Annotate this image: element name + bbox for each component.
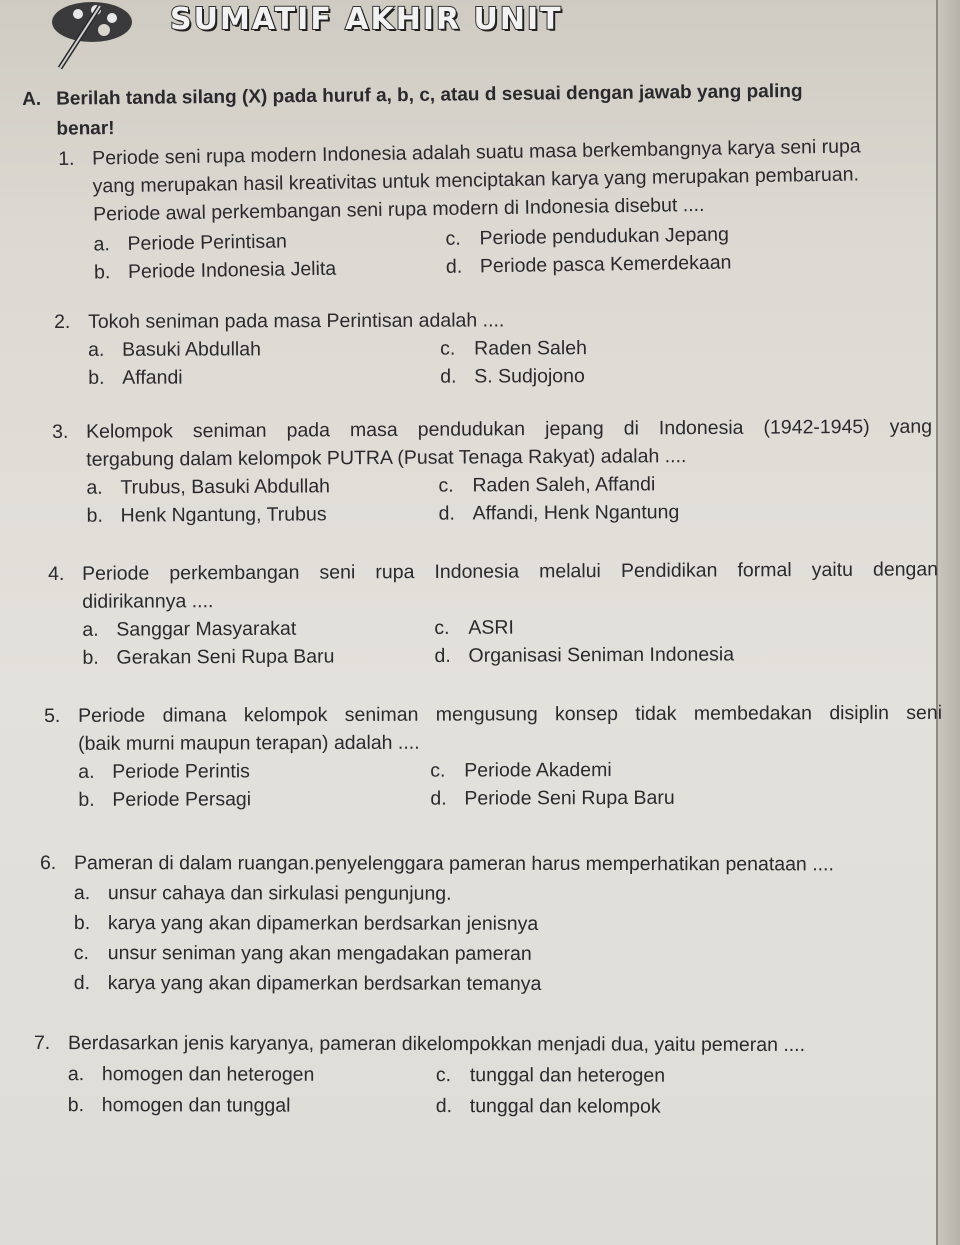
instruction-letter: A.	[22, 88, 42, 110]
option-a[interactable]: a. Trubus, Basuki Abdullah	[86, 475, 331, 499]
question-text: yang merupakan hasil kreativitas untuk menciptakan karya yang merupakan pembaruan.	[92, 163, 860, 198]
question-number: 1.	[58, 147, 75, 170]
question-text: Pameran di dalam ruangan.penyelenggara pameran harus memperhatikan penataan ....	[73, 852, 834, 876]
option-d[interactable]: d. Periode Seni Rupa Baru	[430, 786, 675, 810]
question-number: 4.	[48, 562, 65, 585]
question-text: Periode dimana kelompok seniman mengusung konsep tidak membedakan disiplin seni	[78, 701, 943, 727]
question-4	[48, 555, 939, 672]
question-5	[44, 699, 942, 814]
option-b[interactable]: b. Henk Ngantung, Trubus	[86, 503, 327, 527]
option-b[interactable]: b. Gerakan Seni Rupa Baru	[82, 645, 335, 669]
option-c[interactable]: c. unsur seniman yang akan mengadakan pameran	[73, 942, 532, 965]
option-b[interactable]: b. Affandi	[88, 366, 183, 389]
option-c[interactable]: c. Raden Saleh, Affandi	[438, 473, 656, 497]
option-d[interactable]: d. Affandi, Henk Ngantung	[438, 501, 680, 525]
question-text: Kelompok seniman pada masa pendudukan jepang di Indonesia (1942-1945) yang	[86, 415, 933, 443]
option-b[interactable]: b. Periode Persagi	[78, 788, 252, 811]
instruction-line: benar!	[56, 118, 115, 140]
question-text: Tokoh seniman pada masa Perintisan adalah ....	[88, 309, 505, 333]
option-a[interactable]: a. Sanggar Masyarakat	[82, 617, 297, 641]
question-text: Periode seni rupa modern Indonesia adalah suatu masa berkembangnya karya seni rupa	[92, 135, 861, 170]
question-number: 3.	[52, 420, 69, 443]
option-c[interactable]: c. Periode Akademi	[430, 759, 612, 782]
option-c[interactable]: c. Periode pendudukan Jepang	[445, 223, 730, 250]
question-text: Periode perkembangan seni rupa Indonesia melalui Pendidikan formal yaitu dengan	[82, 558, 939, 585]
option-c[interactable]: c. ASRI	[434, 616, 514, 639]
option-a[interactable]: a. Basuki Abdullah	[88, 338, 261, 361]
question-text: didirikannya ....	[82, 590, 214, 613]
question-number: 6.	[39, 852, 57, 875]
question-1	[58, 131, 960, 287]
option-d[interactable]: d. Organisasi Seniman Indonesia	[434, 643, 735, 667]
question-text: Periode awal perkembangan seni rupa modern di Indonesia disebut ....	[92, 193, 705, 226]
option-d[interactable]: d. tunggal dan kelompok	[435, 1095, 661, 1118]
option-d[interactable]: d. S. Sudjojono	[440, 365, 585, 388]
option-a[interactable]: a. unsur cahaya dan sirkulasi pengunjung.	[73, 882, 452, 905]
page-title: SUMATIF AKHIR UNIT	[170, 2, 563, 37]
question-text: tergabung dalam kelompok PUTRA (Pusat Tenaga Rakyat) adalah ....	[86, 445, 687, 471]
option-c[interactable]: c. tunggal dan heterogen	[435, 1064, 666, 1087]
question-number: 7.	[33, 1032, 51, 1055]
question-text: (baik murni maupun terapan) adalah ....	[78, 731, 420, 755]
question-3	[52, 413, 933, 530]
option-d[interactable]: d. karya yang akan dipamerkan berdsarkan temanya	[73, 972, 542, 995]
option-a[interactable]: a. homogen dan heterogen	[67, 1063, 315, 1086]
option-b[interactable]: b. karya yang akan dipamerkan berdsarkan jenisnya	[73, 912, 539, 935]
question-2	[54, 305, 954, 392]
instruction-line: Berilah tanda silang (X) pada huruf a, b, c, atau d sesuai dengan jawab yang paling	[56, 80, 803, 110]
option-a[interactable]: a. Periode Perintisan	[93, 230, 288, 256]
question-7	[34, 1028, 934, 1123]
question-number: 2.	[54, 310, 71, 333]
option-a[interactable]: a. Periode Perintis	[78, 760, 250, 783]
option-b[interactable]: b. Periode Indonesia Jelita	[93, 257, 337, 284]
question-text: Berdasarkan jenis karyanya, pameran dikelompokkan menjadi dua, yaitu pemeran ....	[67, 1032, 806, 1057]
option-b[interactable]: b. homogen dan tunggal	[67, 1094, 291, 1117]
question-number: 5.	[44, 704, 61, 727]
option-c[interactable]: c. Raden Saleh	[440, 337, 587, 360]
question-6	[40, 848, 940, 1000]
option-d[interactable]: d. Periode pasca Kemerdekaan	[445, 251, 732, 278]
